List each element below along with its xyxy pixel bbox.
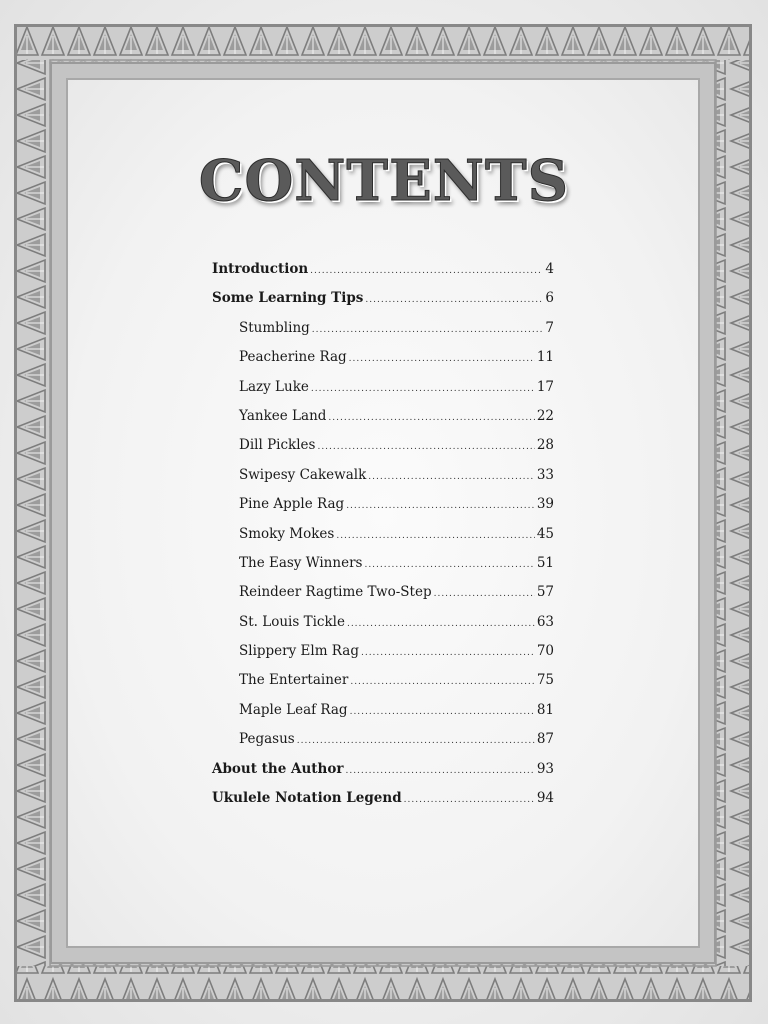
toc-entry	[212, 467, 554, 496]
toc-entry	[212, 761, 554, 790]
dot-leader	[345, 766, 534, 776]
toc-entry-label: Pegasus	[239, 731, 295, 748]
page-title: CONTENTS	[198, 148, 570, 214]
toc-entry	[212, 496, 554, 525]
toc-entry-page-number: 51	[536, 554, 554, 571]
dot-leader	[365, 295, 542, 305]
toc-entry-label: About the Author	[212, 760, 344, 777]
toc-entry	[212, 290, 554, 319]
toc-entry	[212, 614, 554, 643]
toc-entry-page-number: 7	[545, 319, 554, 336]
toc-entry-page-number: 33	[536, 466, 554, 483]
dot-leader	[312, 325, 542, 335]
dot-leader	[347, 619, 535, 629]
toc-entry-label: Ukulele Notation Legend	[212, 790, 402, 807]
toc-entry-page-number: 94	[536, 790, 554, 807]
dot-leader	[368, 472, 535, 482]
dot-leader	[311, 384, 535, 394]
toc-entry-label: Swipesy Cakewalk	[239, 466, 367, 483]
toc-entry	[212, 731, 554, 760]
toc-entry-page-number: 70	[536, 643, 554, 660]
toc-entry-label: Maple Leaf Rag	[239, 701, 348, 718]
toc-entry-label: Smoky Mokes	[239, 525, 335, 542]
toc-entry-label: Yankee Land	[239, 407, 327, 424]
toc-entry-page-number: 75	[536, 672, 554, 689]
toc-entry-label: The Entertainer	[239, 672, 349, 689]
toc-entry-label: Slippery Elm Rag	[239, 643, 359, 660]
toc-entry-page-number: 11	[536, 349, 554, 366]
toc-entry	[212, 702, 554, 731]
toc-entry-label: Reindeer Ragtime Two-Step	[239, 584, 432, 601]
toc-entry	[212, 261, 554, 290]
dot-leader	[317, 442, 534, 452]
toc-entry-label: Some Learning Tips	[212, 290, 364, 307]
toc-entry-label: Dill Pickles	[239, 437, 316, 454]
toc-entry	[212, 408, 554, 437]
toc-entry-page-number: 28	[536, 437, 554, 454]
dot-leader	[364, 560, 534, 570]
dot-leader	[297, 736, 535, 746]
toc-entry	[212, 379, 554, 408]
dot-leader	[346, 501, 535, 511]
toc-entry-page-number: 22	[536, 407, 554, 424]
dot-leader	[361, 648, 535, 658]
toc-entry-label: Lazy Luke	[239, 378, 309, 395]
toc-entry-page-number: 4	[545, 261, 554, 277]
toc-entry-page-number: 17	[536, 378, 554, 395]
dot-leader	[349, 354, 535, 364]
dot-leader	[336, 531, 534, 541]
toc-entry-page-number: 6	[545, 290, 554, 307]
toc-entry	[212, 790, 554, 819]
dot-leader	[310, 266, 542, 276]
toc-entry-page-number: 45	[536, 525, 554, 542]
dot-leader	[350, 677, 534, 687]
toc-entry-label: Introduction	[212, 261, 309, 277]
toc-entry	[212, 672, 554, 701]
table-of-contents	[212, 261, 554, 819]
toc-entry-page-number: 57	[536, 584, 554, 601]
toc-entry-label: Pine Apple Rag	[239, 496, 345, 513]
dot-leader	[434, 589, 535, 599]
toc-entry	[212, 555, 554, 584]
toc-entry	[212, 526, 554, 555]
toc-entry-label: Peacherine Rag	[239, 349, 347, 366]
toc-entry	[212, 320, 554, 349]
toc-entry-label: Stumbling	[239, 319, 310, 336]
toc-entry	[212, 643, 554, 672]
dot-leader	[350, 707, 535, 717]
toc-entry	[212, 349, 554, 378]
toc-entry-page-number: 93	[536, 760, 554, 777]
toc-entry	[212, 584, 554, 613]
toc-entry-page-number: 87	[536, 731, 554, 748]
toc-entry-page-number: 81	[536, 701, 554, 718]
dot-leader	[328, 413, 534, 423]
toc-entry-page-number: 39	[536, 496, 554, 513]
dot-leader	[404, 795, 535, 805]
toc-entry-label: St. Louis Tickle	[239, 613, 345, 630]
toc-entry-page-number: 63	[536, 613, 554, 630]
toc-entry	[212, 437, 554, 466]
toc-entry-label: The Easy Winners	[239, 554, 363, 571]
